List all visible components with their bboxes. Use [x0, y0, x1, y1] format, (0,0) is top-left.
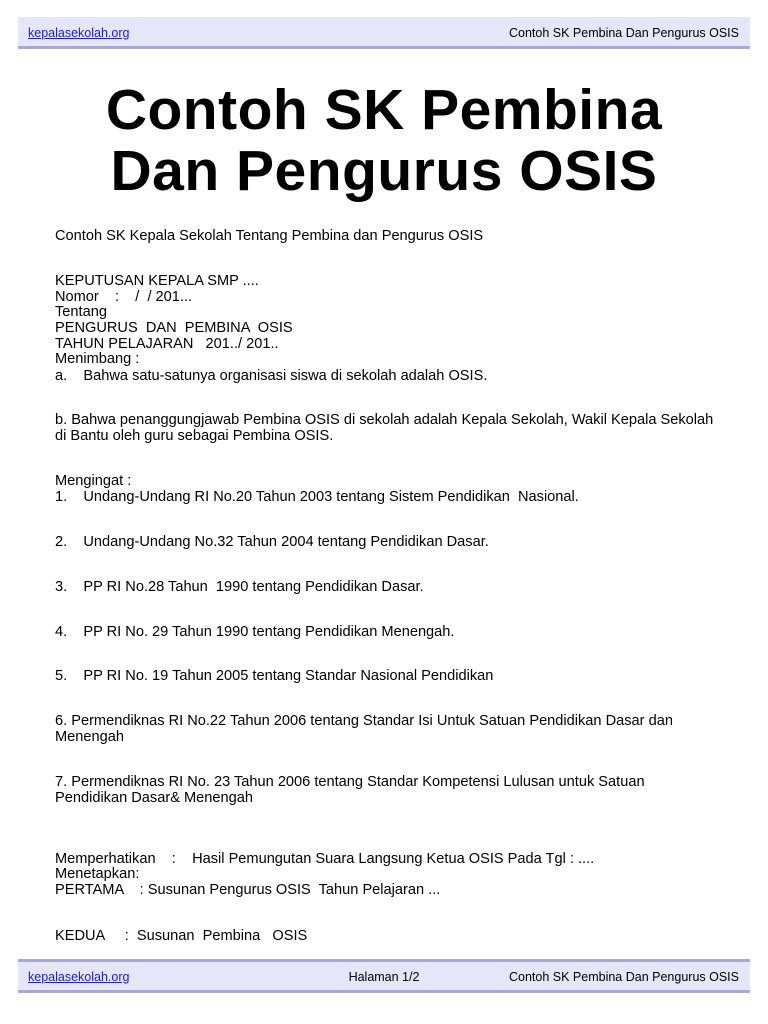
header-doc-title: Contoh SK Pembina Dan Pengurus OSIS [509, 26, 739, 40]
mengingat-label: Mengingat : [55, 473, 132, 489]
header-site-link[interactable]: kepalasekolah.org [28, 26, 130, 40]
tentang-line: Tentang [55, 304, 107, 320]
menetapkan-label: Menetapkan: [55, 866, 140, 882]
kedua-line: KEDUA : Susunan Pembina OSIS [55, 928, 308, 944]
menimbang-item-a: a. Bahwa satu-satunya organisasi siswa di sekolah adalah OSIS. [55, 368, 488, 384]
title-line-2: Dan Pengurus OSIS [110, 139, 658, 203]
mengingat-item-7: 7. Permendiknas RI No. 23 Tahun 2006 tentang Standar Kompetensi Lulusan untuk Satuan Pendidikan Dasar& Menengah [55, 774, 645, 806]
mengingat-item-5: 5. PP RI No. 19 Tahun 2005 tentang Standar Nasional Pendidikan [55, 668, 494, 684]
mengingat-item-3: 3. PP RI No.28 Tahun 1990 tentang Pendidikan Dasar. [55, 579, 424, 595]
mengingat-item-2: 2. Undang-Undang No.32 Tahun 2004 tentang Pendidikan Dasar. [55, 534, 489, 550]
page-title [0, 80, 768, 202]
pengurus-line: PENGURUS DAN PEMBINA OSIS [55, 320, 293, 336]
mengingat-item-4: 4. PP RI No. 29 Tahun 1990 tentang Pendidikan Menengah. [55, 624, 455, 640]
menimbang-item-b: b. Bahwa penanggungjawab Pembina OSIS di sekolah adalah Kepala Sekolah, Wakil Kepala Sekolah di Bantu oleh guru sebagai Pembina OSIS. [55, 412, 714, 444]
memperhatikan-line: Memperhatikan : Hasil Pemungutan Suara Langsung Ketua OSIS Pada Tgl : .... [55, 851, 595, 867]
pertama-line: PERTAMA : Susunan Pengurus OSIS Tahun Pelajaran ... [55, 882, 441, 898]
mengingat-item-6: 6. Permendiknas RI No.22 Tahun 2006 tentang Standar Isi Untuk Satuan Pendidikan Dasar dan Menengah [55, 713, 673, 745]
nomor-line: Nomor : / / 201... [55, 289, 193, 305]
intro-text: Contoh SK Kepala Sekolah Tentang Pembina dan Pengurus OSIS [55, 228, 484, 244]
title-line-1: Contoh SK Pembina [105, 78, 663, 142]
page-number: Halaman 1/2 [348, 970, 420, 984]
keputusan-heading: KEPUTUSAN KEPALA SMP .... [55, 273, 259, 289]
menimbang-label: Menimbang : [55, 351, 140, 367]
mengingat-item-1: 1. Undang-Undang RI No.20 Tahun 2003 tentang Sistem Pendidikan Nasional. [55, 489, 579, 505]
header-bar [18, 17, 750, 49]
footer-bar [18, 959, 750, 993]
tahun-line: TAHUN PELAJARAN 201../ 201.. [55, 336, 279, 352]
footer-doc-title: Contoh SK Pembina Dan Pengurus OSIS [509, 970, 739, 984]
footer-site-link[interactable]: kepalasekolah.org [28, 970, 130, 984]
